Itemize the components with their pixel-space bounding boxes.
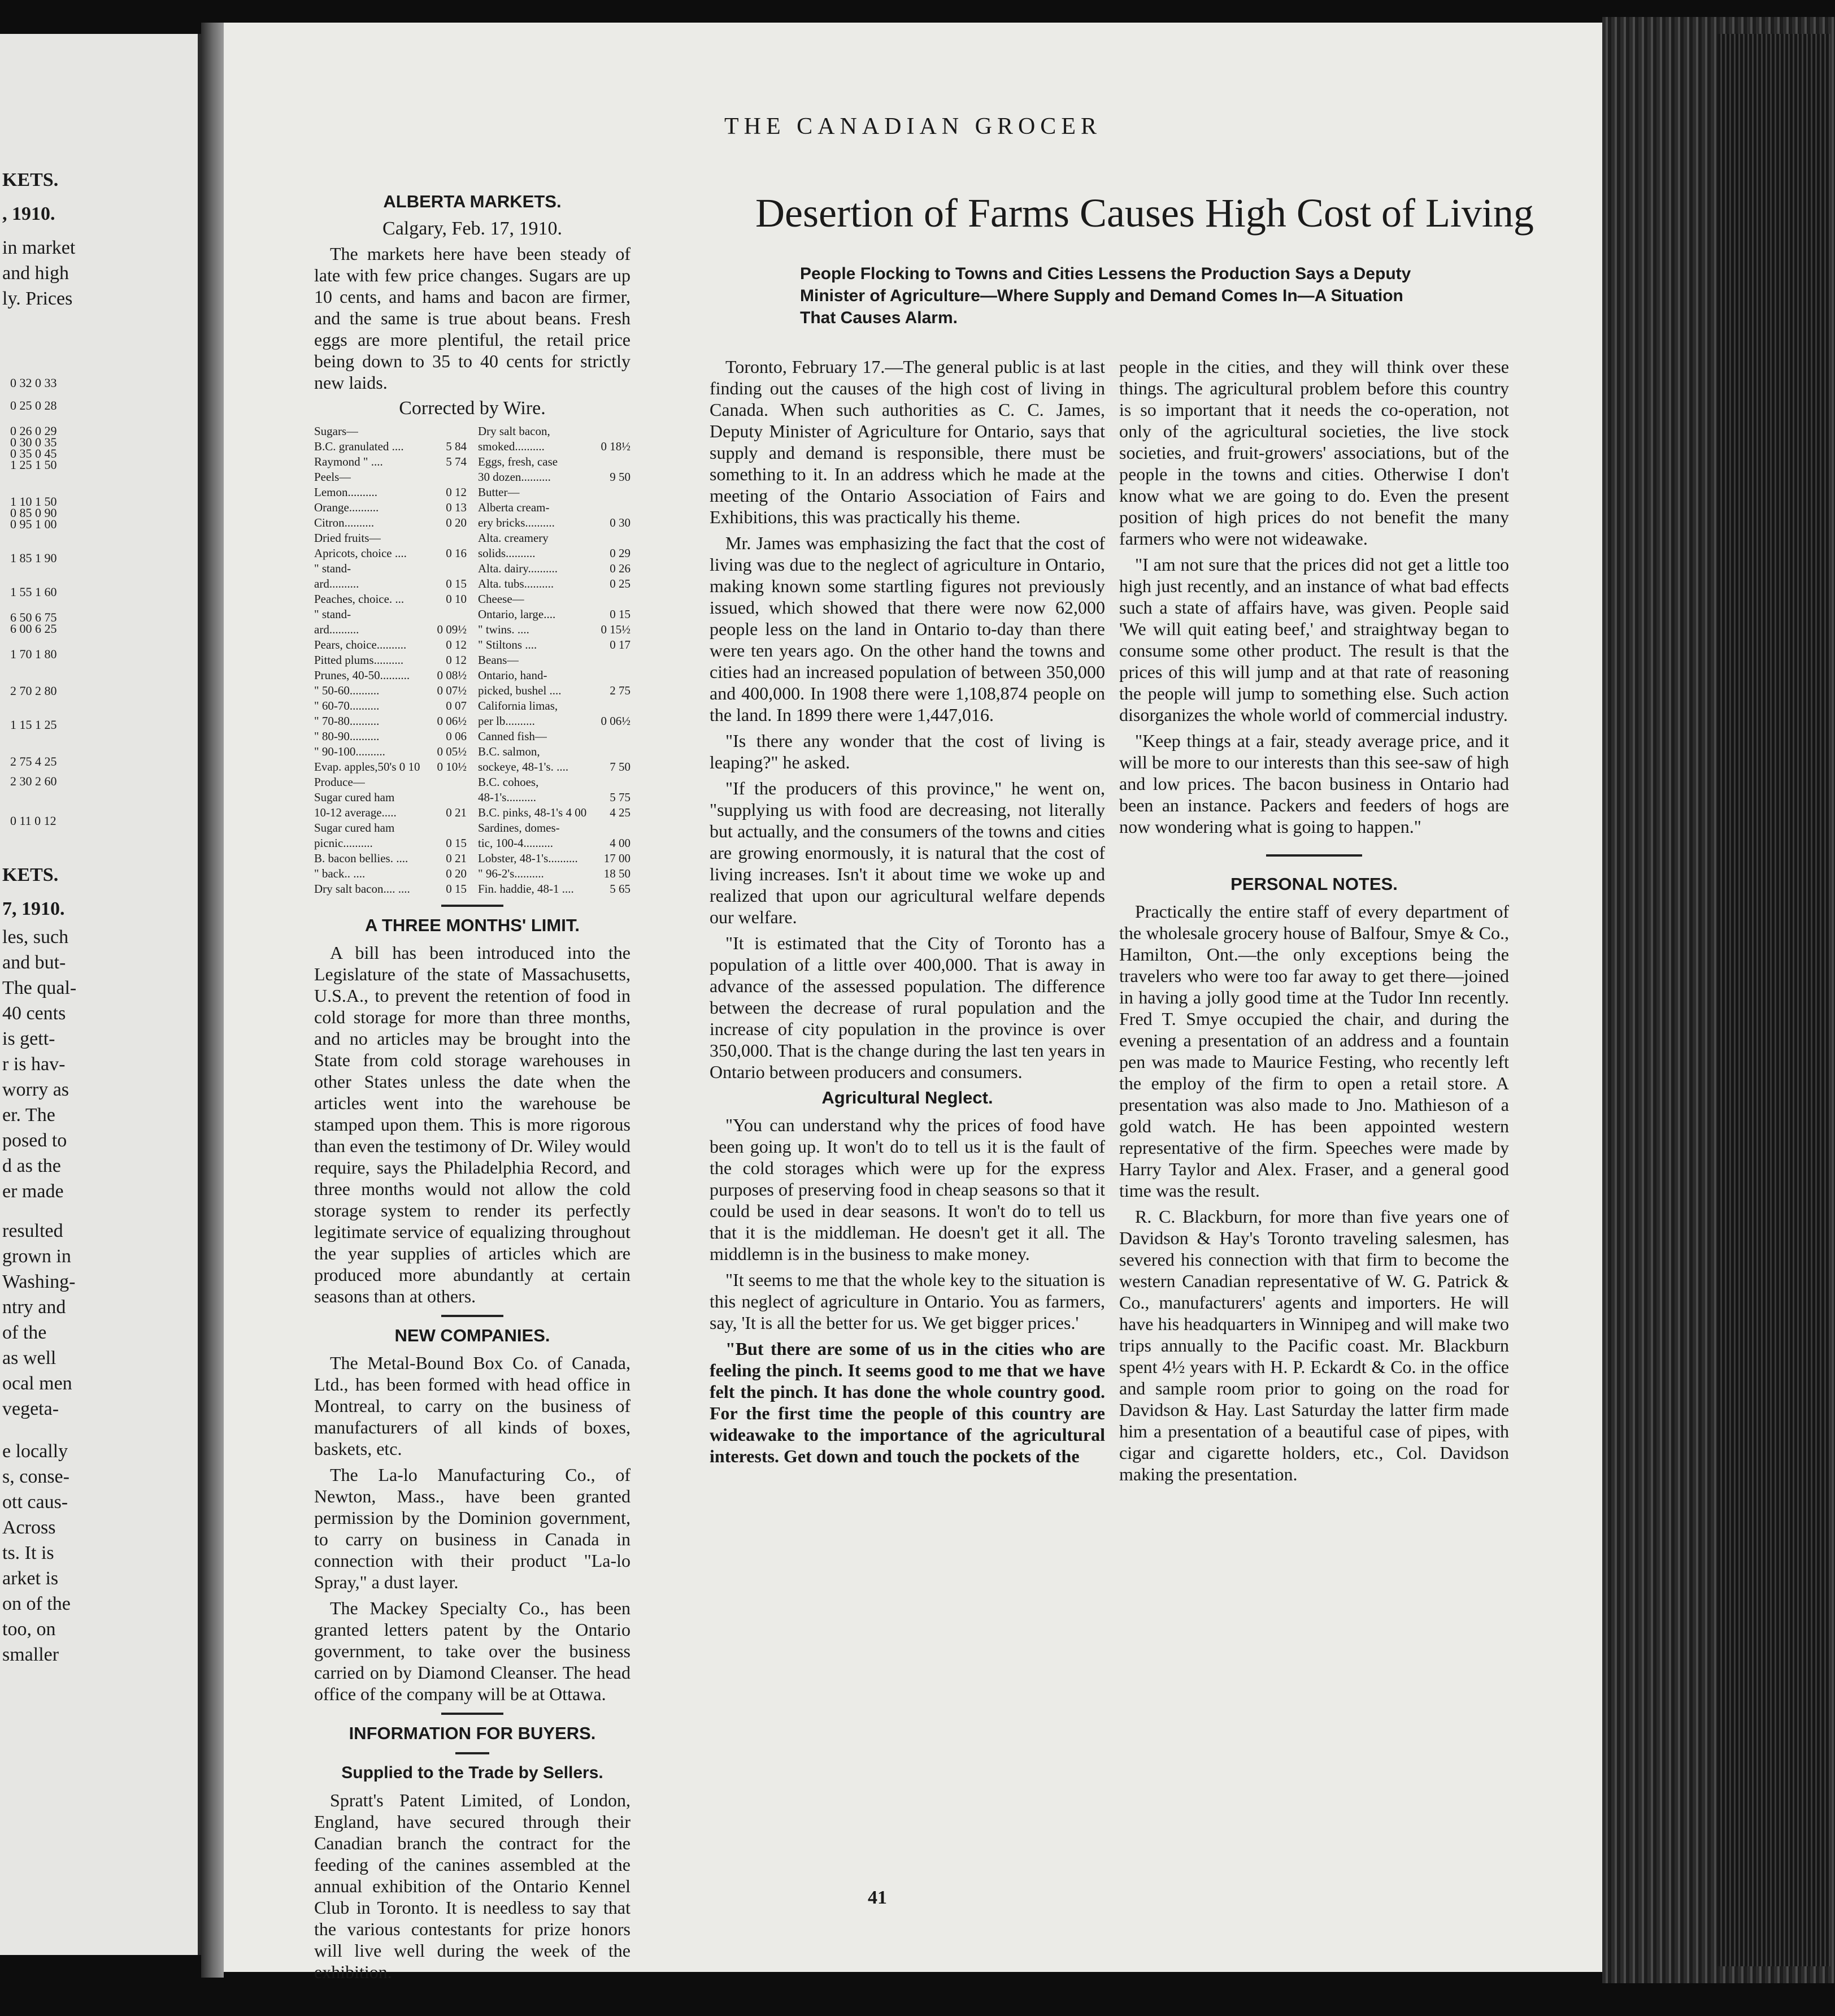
- facing-page-text: and high: [2, 263, 69, 284]
- price-item: Sugars—: [314, 424, 359, 438]
- price-item: per lb..........: [478, 714, 535, 728]
- facing-page-price: 1 55 1 60: [10, 585, 57, 599]
- price-value: 0 21: [446, 851, 467, 865]
- facing-page-text: of the: [2, 1322, 47, 1343]
- price-item: Alta. dairy..........: [478, 562, 558, 575]
- price-item: Dry salt bacon.... ....: [314, 882, 410, 896]
- price-row: [314, 820, 467, 836]
- price-value: 0 12: [446, 485, 467, 499]
- price-item: Eggs, fresh, case: [478, 455, 558, 468]
- facing-page-price: 1 25 1 50: [10, 458, 57, 472]
- article-p9: people in the cities, and they will think over these things. The agricultural problem before this country is so important that it needs the co-operation, not only of the agricultural societies, the live stock societies, and fruit-growers' associations, but of the people in the towns and cities. Otherwise I don't know what we are going to do. Even the present position of high prices do not benefit the many farmers who were not wideawake.: [1119, 357, 1509, 549]
- price-item: Canned fish—: [478, 729, 547, 743]
- facing-page-text: The qual-: [2, 977, 77, 998]
- facing-page-price: 1 85 1 90: [10, 551, 57, 565]
- price-item: " stand-: [314, 562, 351, 575]
- price-value: 4 00: [610, 836, 630, 850]
- personal-p1: Practically the entire staff of every department of the wholesale grocery house of Balfour, Smye & Co., Hamilton, Ont.—the only exceptions being the travelers who were too far away to get there—joined in having a jolly good time at the Tudor Inn recently. Fred T. Smye occupied the chair, and during the evening a presentation of an address and a fountain pen was made to Maurice Festing, who recently left the employ of the firm to open a retail store. A presentation was also made to Jno. Mathieson of a gold watch. He has been appointed western representative of the firm. Speeches were made by Harry Taylor and Alex. Fraser, and a general good time was the result.: [1119, 901, 1509, 1201]
- article-deck: People Flocking to Towns and Cities Lessens the Production Says a Deputy Minister of Agriculture—Where Supply and Demand Comes In—A Situation That Causes Alarm.: [800, 264, 1411, 327]
- price-row: [478, 592, 630, 607]
- price-row: [314, 454, 467, 470]
- price-item: Alta. creamery: [478, 531, 549, 545]
- price-column-left: [314, 424, 467, 897]
- facing-page-price: 0 85 0 90: [10, 506, 57, 520]
- price-row: [314, 500, 467, 515]
- price-row: [478, 836, 630, 851]
- facing-page-price: 2 30 2 60: [10, 774, 57, 788]
- new-companies-p2: The La-lo Manufacturing Co., of Newton, Mass., have been granted permission by the Dominion government, to carry on business in Canada in connection with their product "La-lo Spray," a dust layer.: [314, 1465, 630, 1592]
- price-row: [478, 515, 630, 531]
- price-value: 0 05½: [437, 745, 467, 758]
- book-gutter: [201, 23, 224, 1978]
- price-value: 0 10½: [437, 760, 467, 774]
- price-value: 4 25: [610, 806, 630, 819]
- facing-page-text: d as the: [2, 1155, 61, 1176]
- price-value: 0 07½: [437, 684, 467, 697]
- price-row: [478, 454, 630, 470]
- price-row: [478, 485, 630, 500]
- price-item: Dry salt bacon,: [478, 424, 550, 438]
- price-item: Raymond " ....: [314, 455, 383, 468]
- price-row: [314, 759, 467, 775]
- price-row: [314, 470, 467, 485]
- price-row: [478, 500, 630, 515]
- article-p10: "I am not sure that the prices did not get a little too high just recently, and an instance of what bad effects such a state of affairs have, was given. People said 'We will quit eating beef,' and straightway began to consume some other product. The result is that the prices of this will jump and at that rate of reasoning the people will jump to something else. Such action disorganizes the whole world of commercial industry.: [1119, 554, 1509, 725]
- price-row: [314, 622, 467, 637]
- alberta-markets-title: ALBERTA MARKETS.: [383, 192, 562, 211]
- buyers-title: INFORMATION FOR BUYERS.: [349, 1723, 596, 1743]
- price-item: B.C. pinks, 48-1's 4 00: [478, 806, 587, 819]
- price-item: Beans—: [478, 653, 519, 667]
- price-row: [478, 775, 630, 790]
- price-item: Pears, choice..........: [314, 638, 407, 651]
- price-item: Butter—: [478, 485, 520, 499]
- facing-page-price: 6 50 6 75: [10, 610, 57, 624]
- alberta-dateline: Calgary, Feb. 17, 1910.: [382, 218, 562, 239]
- price-value: [627, 820, 630, 836]
- price-item: sockeye, 48-1's. ....: [478, 760, 569, 774]
- price-item: " 96-2's..........: [478, 867, 544, 880]
- price-item: B. bacon bellies. ....: [314, 851, 408, 865]
- price-item: Sugar cured ham: [314, 790, 395, 804]
- article-p3: "Is there any wonder that the cost of living is leaping?" he asked.: [710, 731, 1105, 772]
- price-row: [314, 836, 467, 851]
- price-item: Sugar cured ham: [314, 821, 395, 835]
- facing-page-price: 1 70 1 80: [10, 647, 57, 661]
- buyers-body: Spratt's Patent Limited, of London, England, have secured through their Canadian branch the contract for the feeding of the canines assembled at the annual exhibition of the Ontario Kennel Club in Toronto. It is needless to say that the various contestants for prize honors will live well during the week of the exhibition.: [314, 1790, 630, 1982]
- right-column: [1119, 356, 1509, 1489]
- price-item: smoked..........: [478, 440, 545, 453]
- price-value: 0 10: [446, 592, 467, 606]
- price-value: [463, 775, 467, 790]
- facing-page-text: ocal men: [2, 1373, 72, 1394]
- price-value: 0 29: [610, 546, 630, 560]
- price-row: [478, 698, 630, 714]
- price-row: [314, 424, 467, 439]
- price-row: [478, 576, 630, 592]
- article-p6: "You can understand why the prices of food have been going up. It won't do to tell us it is the fault of the cold storages which were up for the express purposes of preserving food in cheap seasons so that it could be used in dear seasons. It won't do to tell us that it is the middleman. He doesn't get it all. The middlemn is in the business to make money.: [710, 1115, 1105, 1264]
- price-value: 18 50: [603, 867, 630, 880]
- price-value: 0 12: [446, 653, 467, 667]
- facing-page-text: vegeta-: [2, 1398, 59, 1419]
- price-row: [314, 653, 467, 668]
- price-value: [463, 470, 467, 485]
- price-row: [314, 531, 467, 546]
- price-value: 0 18½: [601, 440, 630, 453]
- price-value: 0 06: [446, 729, 467, 743]
- price-row: [478, 637, 630, 653]
- price-value: 9 50: [610, 470, 630, 484]
- price-item: " 50-60..........: [314, 684, 380, 697]
- price-value: [627, 454, 630, 470]
- facing-page-text: as well: [2, 1348, 56, 1368]
- facing-page-price: 6 00 6 25: [10, 622, 57, 636]
- facing-page-price: 2 75 4 25: [10, 754, 57, 768]
- facing-page-text: arket is: [2, 1568, 59, 1589]
- facing-page-text: ts. It is: [2, 1543, 54, 1563]
- facing-page-price: 0 26 0 29: [10, 424, 57, 438]
- price-item: " 80-90..........: [314, 729, 380, 743]
- price-value: 0 07: [446, 699, 467, 712]
- price-item: " 90-100..........: [314, 745, 385, 758]
- price-item: solids..........: [478, 546, 536, 560]
- price-row: [314, 729, 467, 744]
- price-value: 0 15: [446, 577, 467, 590]
- price-row: [314, 698, 467, 714]
- price-item: Produce—: [314, 775, 365, 789]
- section-divider: [441, 1315, 503, 1317]
- price-row: [314, 790, 467, 805]
- buyers-subtitle: Supplied to the Trade by Sellers.: [341, 1763, 603, 1782]
- price-item: ard..........: [314, 623, 359, 636]
- price-item: California limas,: [478, 699, 558, 712]
- price-row: [478, 881, 630, 897]
- facing-page-text: ott caus-: [2, 1492, 68, 1513]
- facing-page-text: on of the: [2, 1593, 71, 1614]
- facing-page-text: er made: [2, 1181, 64, 1202]
- price-item: Citron..........: [314, 516, 375, 529]
- facing-page-price: 0 25 0 28: [10, 398, 57, 412]
- three-months-body: A bill has been introduced into the Legislature of the state of Massachusetts, U.S.A., to prevent the retention of food in cold storage for more than three months, and no articles may be brought into the State from cold storage warehouses in other States unless the date when the articles went into the warehouse be stamped upon them. This is more rigorous than even the testimony of Dr. Wiley would require, says the Philadelphia Record, and three months would not allow the cold storage system to render its perfectly legitimate service of equalizing throughout the year supplies of articles which are produced more abundantly at certain seasons than at others.: [314, 942, 630, 1306]
- price-item: picked, bushel ....: [478, 684, 562, 697]
- price-row: [478, 531, 630, 546]
- facing-page-price: 1 10 1 50: [10, 494, 57, 509]
- price-row: [314, 714, 467, 729]
- price-row: [478, 622, 630, 637]
- price-item: Prunes, 40-50..........: [314, 668, 410, 682]
- article-p11: "Keep things at a fair, steady average price, and it will be more to our interests than this see-saw of high and low prices. The bacon business in Ontario had been an instance. Packers and feeders of hogs are now wondering what is going to happen.": [1119, 731, 1509, 837]
- alberta-body: The markets here have been steady of late with few price changes. Sugars are up 10 cents, and hams and bacon are firmer, and the same is true about beans. Fresh eggs are more plentiful, the retail price being down to 35 to 40 cents for strictly new laids.: [314, 244, 630, 393]
- price-value: [627, 698, 630, 714]
- agricultural-neglect-subhead: Agricultural Neglect.: [821, 1088, 993, 1107]
- price-row: [314, 668, 467, 683]
- price-item: B.C. granulated ....: [314, 440, 404, 453]
- price-value: 0 13: [446, 501, 467, 514]
- price-value: 0 16: [446, 546, 467, 560]
- facing-page-price: 0 30 0 35: [10, 435, 57, 449]
- facing-page-text: resulted: [2, 1220, 63, 1241]
- price-row: [478, 744, 630, 759]
- facing-page-text: KETS.: [2, 170, 59, 190]
- article-p4: "If the producers of this province," he went on, "supplying us with food are decreasing, not literally but actually, and the consumers of the towns and cities are growing enormously, it is natural that the cost of living increases. Isn't it about time we woke up and realized that upon our agricultural welfare depends our welfare.: [710, 778, 1105, 927]
- price-item: Alberta cream-: [478, 501, 550, 514]
- price-item: Ontario, hand-: [478, 668, 547, 682]
- price-item: Dried fruits—: [314, 531, 381, 545]
- price-value: [463, 790, 467, 805]
- facing-page-text: is gett-: [2, 1028, 55, 1049]
- price-value: 0 15: [446, 882, 467, 896]
- facing-page-text: smaller: [2, 1644, 59, 1665]
- price-row: [314, 881, 467, 897]
- personal-notes-title: PERSONAL NOTES.: [1230, 874, 1398, 894]
- personal-p2: R. C. Blackburn, for more than five years one of Davidson & Hay's Toronto traveling salesmen, has severed his connection with that firm to become the western Canadian representative of W. G. Patrick & Co., manufacturers' agents and importers. He will have his headquarters in Winnipeg and will make two trips annually to the Pacific coast. Mr. Blackburn spent 4½ years with H. P. Eckardt & Co. in the office and sample room prior to going on the road for Davidson & Hay. Last Saturday the latter firm made him a presentation of a beautiful case of pipes, with cigar and cigarette holders, etc., Col. Davidson making the presentation.: [1119, 1206, 1509, 1484]
- price-row: [314, 744, 467, 759]
- price-value: 0 20: [446, 867, 467, 880]
- price-item: 30 dozen..........: [478, 470, 551, 484]
- price-value: 0 15½: [601, 623, 630, 636]
- price-item: tic, 100-4..........: [478, 836, 553, 850]
- price-row: [478, 714, 630, 729]
- price-row: [314, 775, 467, 790]
- price-value: 0 25: [610, 577, 630, 590]
- price-value: [627, 775, 630, 790]
- facing-page-fragment: [0, 34, 201, 1955]
- price-item: ard..........: [314, 577, 359, 590]
- article-p2: Mr. James was emphasizing the fact that the cost of living was due to the neglect of agriculture in Ontario, making known some startling figures not previously issued, which showed that there were now 62,000 people less on the land in Ontario to-day than there were ten years ago. On the other hand the towns and cities had an increased population of between 350,000 and 400,000. In 1908 there were 1,108,874 people on the land. In 1899 there were 1,447,016.: [710, 533, 1105, 725]
- facing-page-text: er. The: [2, 1105, 55, 1126]
- price-value: [463, 531, 467, 546]
- price-item: Apricots, choice ....: [314, 546, 407, 560]
- price-item: Alta. tubs..........: [478, 577, 554, 590]
- price-item: Lobster, 48-1's..........: [478, 851, 578, 865]
- page-number: 41: [868, 1887, 887, 1908]
- section-divider: [441, 905, 503, 907]
- price-item: Peels—: [314, 470, 351, 484]
- price-row: [314, 439, 467, 454]
- price-row: [314, 607, 467, 622]
- facing-page-price: 1 15 1 25: [10, 718, 57, 732]
- price-row: [478, 668, 630, 683]
- price-value: 0 26: [610, 562, 630, 575]
- price-row: [478, 729, 630, 744]
- facing-page-text: in market: [2, 237, 76, 258]
- price-value: 0 15: [446, 836, 467, 850]
- price-row: [314, 485, 467, 500]
- price-row: [478, 546, 630, 561]
- article-p8: "But there are some of us in the cities who are feeling the pinch. It seems good to me that we have felt the pinch. It has done the whole country good. For the first time the people of this country are wideawake to the importance of the agricultural interests. Get down and touch the pockets of the: [710, 1339, 1105, 1466]
- new-companies-title: NEW COMPANIES.: [394, 1326, 550, 1345]
- price-item: Ontario, large....: [478, 607, 556, 621]
- price-value: 0 20: [446, 516, 467, 529]
- price-value: 5 65: [610, 882, 630, 896]
- price-item: " stand-: [314, 607, 351, 621]
- price-item: picnic..........: [314, 836, 373, 850]
- article-p1: Toronto, February 17.—The general public is at last finding out the causes of the high cost of living in Canada. When such authorities as C. C. James, Deputy Minister of Agriculture for Ontario, says that supply and demand is responsible, there must be something to it. In an address which he made at the meeting of the Ontario Association of Fairs and Exhibitions, this was practically his theme.: [710, 357, 1105, 527]
- price-row: [314, 561, 467, 576]
- facing-page-price: 2 70 2 80: [10, 684, 57, 698]
- section-divider: [455, 1752, 489, 1754]
- section-divider: [441, 1713, 503, 1715]
- facing-page-text: KETS.: [2, 864, 59, 885]
- price-row: [478, 683, 630, 698]
- price-value: [627, 729, 630, 744]
- price-value: [627, 668, 630, 683]
- book-cover-edge: [1717, 34, 1830, 1966]
- price-item: 10-12 average.....: [314, 806, 397, 819]
- three-months-title: A THREE MONTHS' LIMIT.: [365, 915, 580, 935]
- facing-page-text: Washing-: [2, 1271, 76, 1292]
- price-value: 17 00: [603, 851, 630, 865]
- price-value: [627, 485, 630, 500]
- page-header: THE CANADIAN GROCER: [724, 114, 1102, 140]
- price-value: 5 75: [610, 790, 630, 804]
- price-item: Orange..........: [314, 501, 379, 514]
- price-item: " back.. ....: [314, 867, 366, 880]
- facing-page-price: 0 32 0 33: [10, 376, 57, 390]
- price-value: 0 08½: [437, 668, 467, 682]
- section-divider: [1266, 854, 1362, 857]
- price-item: " 70-80..........: [314, 714, 380, 728]
- price-row: [314, 851, 467, 866]
- middle-column: [710, 356, 1105, 1471]
- price-row: [478, 759, 630, 775]
- price-item: B.C. salmon,: [478, 745, 540, 758]
- market-price-table: [314, 424, 630, 897]
- facing-page-text: worry as: [2, 1079, 69, 1100]
- price-value: [627, 653, 630, 668]
- price-value: 0 21: [446, 806, 467, 819]
- facing-page-price: 0 11 0 12: [10, 814, 56, 828]
- price-value: 5 84: [446, 440, 467, 453]
- price-row: [314, 546, 467, 561]
- facing-page-text: grown in: [2, 1246, 71, 1267]
- facing-page-text: r is hav-: [2, 1054, 66, 1075]
- facing-page-text: 40 cents: [2, 1003, 66, 1024]
- price-row: [314, 592, 467, 607]
- facing-page-text: s, conse-: [2, 1466, 69, 1487]
- price-value: 0 12: [446, 638, 467, 651]
- price-value: [627, 531, 630, 546]
- article-p5: "It is estimated that the City of Toronto has a population of a little over 400,000. That is away in advance of the assessed population. The difference between the decrease of rural population and the increase of city population in the province is over 350,000. That is the change during the last ten years in Ontario between producers and consumers.: [710, 933, 1105, 1082]
- price-value: [627, 744, 630, 759]
- price-row: [478, 820, 630, 836]
- left-column: [314, 186, 630, 1987]
- price-value: 5 74: [446, 455, 467, 468]
- article-headline: Desertion of Farms Causes High Cost of Living: [755, 190, 1534, 236]
- price-value: 2 75: [610, 684, 630, 697]
- price-row: [478, 866, 630, 881]
- price-item: Cheese—: [478, 592, 524, 606]
- price-row: [478, 561, 630, 576]
- price-row: [478, 805, 630, 820]
- price-row: [314, 637, 467, 653]
- price-value: [627, 592, 630, 607]
- facing-page-text: Across: [2, 1517, 56, 1538]
- price-item: Lemon..........: [314, 485, 377, 499]
- facing-page-text: 7, 1910.: [2, 898, 65, 919]
- price-item: Pitted plums..........: [314, 653, 404, 667]
- price-value: [463, 424, 467, 439]
- price-row: [478, 439, 630, 454]
- price-value: [627, 500, 630, 515]
- new-companies-p3: The Mackey Specialty Co., has been granted letters patent by the Ontario government, to take over the business carried on by Diamond Cleanser. The head office of the company will be at Ottawa.: [314, 1598, 630, 1704]
- new-companies-p1: The Metal-Bound Box Co. of Canada, Ltd., has been formed with head office in Montreal, to carry on the business of manufacturers of all kinds of boxes, baskets, etc.: [314, 1353, 630, 1459]
- price-value: [463, 820, 467, 836]
- facing-page-text: ly. Prices: [2, 288, 73, 309]
- price-value: 0 06½: [437, 714, 467, 728]
- corrected-by-wire: Corrected by Wire.: [399, 398, 546, 419]
- price-item: B.C. cohoes,: [478, 775, 539, 789]
- price-item: Sardines, domes-: [478, 821, 560, 835]
- price-item: " 60-70..........: [314, 699, 380, 712]
- facing-page-price: 0 35 0 45: [10, 446, 57, 460]
- price-value: [627, 424, 630, 439]
- price-row: [478, 790, 630, 805]
- price-value: 0 09½: [437, 623, 467, 636]
- price-item: " Stiltons ....: [478, 638, 537, 651]
- facing-page-text: , 1910.: [2, 203, 55, 224]
- price-value: 0 17: [610, 638, 630, 651]
- facing-page-text: les, such: [2, 927, 69, 948]
- price-row: [314, 805, 467, 820]
- price-row: [478, 424, 630, 439]
- price-row: [314, 866, 467, 881]
- article-p7: "It seems to me that the whole key to the situation is this neglect of agriculture in Ontario. You as farmers, say, 'It is all the better for us. We get bigger prices.': [710, 1270, 1105, 1333]
- price-row: [314, 515, 467, 531]
- price-row: [314, 683, 467, 698]
- facing-page-price: 0 95 1 00: [10, 517, 57, 531]
- price-row: [314, 576, 467, 592]
- facing-page-text: and but-: [2, 952, 66, 973]
- price-column-right: [478, 424, 630, 897]
- price-row: [478, 470, 630, 485]
- facing-page-text: e locally: [2, 1441, 68, 1462]
- price-value: 7 50: [610, 760, 630, 774]
- newspaper-page: [224, 23, 1602, 1982]
- price-item: Evap. apples,50's 0 10: [314, 760, 420, 774]
- price-row: [478, 653, 630, 668]
- price-value: 0 30: [610, 516, 630, 529]
- facing-page-text: posed to: [2, 1130, 67, 1151]
- facing-page-text: too, on: [2, 1619, 56, 1640]
- price-item: ery bricks..........: [478, 516, 555, 529]
- price-item: Fin. haddie, 48-1 ....: [478, 882, 574, 896]
- price-value: [463, 561, 467, 576]
- price-value: 0 15: [610, 607, 630, 621]
- price-value: 0 06½: [601, 714, 630, 728]
- price-row: [478, 607, 630, 622]
- facing-page-text: ntry and: [2, 1297, 66, 1318]
- price-item: Peaches, choice. ...: [314, 592, 405, 606]
- price-value: [463, 607, 467, 622]
- price-row: [478, 851, 630, 866]
- price-item: 48-1's..........: [478, 790, 536, 804]
- price-item: " twins. ....: [478, 623, 529, 636]
